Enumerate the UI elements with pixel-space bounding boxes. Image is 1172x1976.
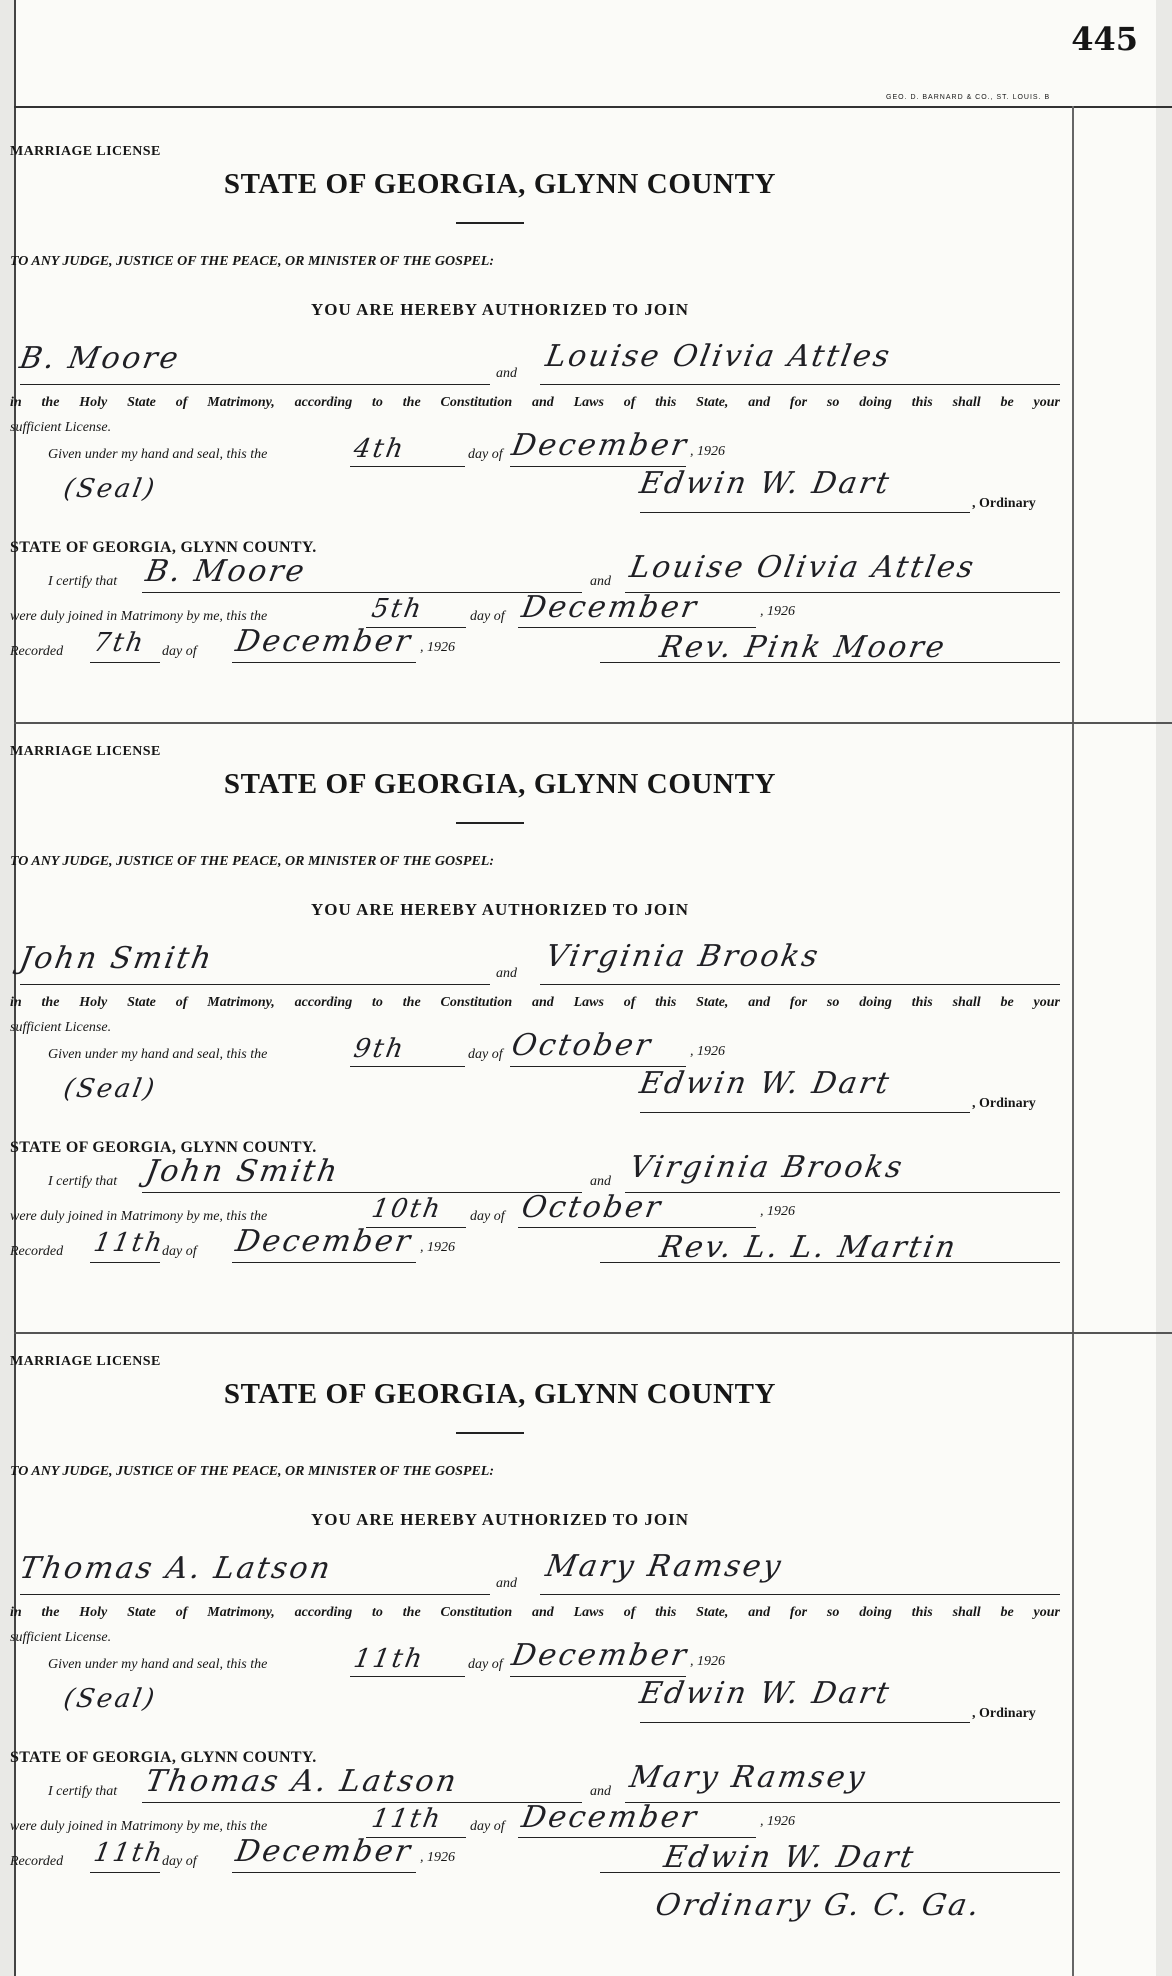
- day-of-label: day of: [468, 1657, 503, 1672]
- recorded-day: 11th: [91, 1838, 167, 1868]
- clause-word: the: [402, 995, 421, 1010]
- ordinary-label: , Ordinary: [972, 1096, 1036, 1111]
- married-day: 11th: [369, 1804, 445, 1834]
- clause-word: this: [911, 395, 933, 410]
- state-heading: STATE OF GEORGIA, GLYNN COUNTY: [223, 768, 777, 800]
- cert-groom-name: B. Moore: [142, 554, 310, 589]
- recorded-year: [420, 640, 455, 656]
- clause-word: in: [10, 1605, 22, 1620]
- clause-word: and: [531, 395, 554, 410]
- license-year: [690, 444, 725, 460]
- ordinary-blank: [640, 1722, 970, 1723]
- seal-mark: (Seal): [61, 1684, 159, 1714]
- certify-label: I certify that: [48, 1174, 118, 1189]
- heading-divider: [456, 1432, 524, 1434]
- heading-divider: [456, 222, 524, 224]
- recorded-month: December: [232, 1834, 416, 1869]
- clause-word: and: [748, 1605, 771, 1620]
- recorded-year: [420, 1240, 455, 1256]
- officiant-block: [656, 624, 951, 672]
- clause-word: Laws: [573, 395, 604, 410]
- ordinary-blank: [640, 512, 970, 513]
- bride-name: Mary Ramsey: [542, 1549, 786, 1584]
- and-label: and: [496, 966, 517, 981]
- clause-word: and: [748, 995, 771, 1010]
- recorded-month: December: [232, 624, 416, 659]
- year-prefix: , 19: [760, 1204, 781, 1219]
- clause-word: so: [826, 395, 840, 410]
- married-year-digits: 26: [781, 1814, 795, 1829]
- groom-blank: [20, 984, 490, 985]
- clause-word: to: [372, 395, 383, 410]
- married-year: [760, 1204, 795, 1220]
- clause-word: doing: [859, 395, 892, 410]
- joined-label: were duly joined in Matrimony by me, this the: [10, 1209, 268, 1224]
- and-label: and: [496, 1576, 517, 1591]
- clause-word: according: [294, 995, 353, 1010]
- clause-word: in: [10, 995, 22, 1010]
- address-line: TO ANY JUDGE, JUSTICE OF THE PEACE, OR MINISTER OF THE GOSPEL:: [10, 1464, 494, 1479]
- clause-word: this: [655, 395, 677, 410]
- license-day: 11th: [351, 1644, 427, 1674]
- and-label: and: [590, 574, 611, 589]
- clause-word: be: [1000, 1605, 1014, 1620]
- record-divider: [14, 722, 1172, 724]
- seal-mark: (Seal): [61, 1074, 159, 1104]
- recorded-year-digits: 26: [441, 640, 455, 655]
- and-label: and: [590, 1174, 611, 1189]
- page-number: 445: [1071, 20, 1138, 58]
- ordinary-label: , Ordinary: [972, 1706, 1036, 1721]
- cert-groom-name: John Smith: [142, 1154, 343, 1189]
- license-month: December: [508, 1638, 692, 1673]
- day-of-label: day of: [468, 1047, 503, 1062]
- year-prefix: , 19: [760, 604, 781, 619]
- heading-divider: [456, 822, 524, 824]
- clause-word: State,: [696, 395, 729, 410]
- license-day: 9th: [351, 1034, 408, 1064]
- clause-word: and: [531, 1605, 554, 1620]
- groom-name: John Smith: [16, 941, 217, 976]
- license-year-digits: 26: [711, 1044, 725, 1059]
- cert-groom-blank: [142, 592, 582, 593]
- marriage-license-label: MARRIAGE LICENSE: [10, 1354, 161, 1369]
- clause-word: of: [175, 395, 188, 410]
- day-of-label: day of: [162, 644, 197, 659]
- cert-bride-name: Mary Ramsey: [626, 1760, 870, 1795]
- clause-word: for: [789, 995, 808, 1010]
- bride-blank: [540, 984, 1060, 985]
- sufficient-license: sufficient License.: [10, 1020, 112, 1035]
- clause-word: State: [127, 395, 156, 410]
- clause-word: so: [826, 995, 840, 1010]
- clause-word: the: [41, 1605, 60, 1620]
- certify-heading: STATE OF GEORGIA, GLYNN COUNTY.: [10, 1749, 317, 1766]
- recorded-day-blank: [90, 662, 160, 663]
- recorded-day-blank: [90, 1262, 160, 1263]
- bride-name: Louise Olivia Attles: [542, 339, 895, 374]
- bride-name: Virginia Brooks: [542, 939, 823, 974]
- recorded-day-blank: [90, 1872, 160, 1873]
- license-day: 4th: [351, 434, 408, 464]
- clause-word: this: [655, 995, 677, 1010]
- year-prefix: , 19: [690, 1654, 711, 1669]
- officiant-title: Ordinary G. C. Ga.: [652, 1888, 985, 1923]
- license-year-digits: 26: [711, 1654, 725, 1669]
- day-of-label: day of: [162, 1854, 197, 1869]
- clause-word: in: [10, 395, 22, 410]
- recorded-day: 7th: [91, 628, 148, 658]
- ordinary-signature: Edwin W. Dart: [636, 1066, 894, 1101]
- record-divider: [14, 1332, 1172, 1334]
- clause-word: and: [531, 995, 554, 1010]
- matrimony-clause: [10, 995, 1060, 1011]
- license-day-blank: [350, 1676, 465, 1677]
- given-under-hand: Given under my hand and seal, this the: [48, 1657, 268, 1672]
- officiant-signature: Rev. Pink Moore: [657, 630, 950, 665]
- clause-word: the: [41, 395, 60, 410]
- married-month: December: [518, 1800, 702, 1835]
- groom-blank: [20, 1594, 490, 1595]
- clause-word: this: [911, 1605, 933, 1620]
- clause-word: to: [372, 1605, 383, 1620]
- recorded-month-blank: [232, 662, 416, 663]
- married-day: 5th: [369, 594, 426, 624]
- day-of-label: day of: [162, 1244, 197, 1259]
- clause-word: the: [402, 395, 421, 410]
- clause-word: Constitution: [440, 395, 513, 410]
- clause-word: according: [294, 395, 353, 410]
- clause-word: Laws: [573, 995, 604, 1010]
- groom-name: B. Moore: [16, 341, 184, 376]
- recorded-month: December: [232, 1224, 416, 1259]
- license-month: December: [508, 428, 692, 463]
- license-year: [690, 1654, 725, 1670]
- given-under-hand: Given under my hand and seal, this the: [48, 447, 268, 462]
- year-prefix: , 19: [420, 640, 441, 655]
- day-of-label: day of: [470, 1819, 505, 1834]
- license-day-blank: [350, 1066, 465, 1067]
- joined-label: were duly joined in Matrimony by me, this the: [10, 609, 268, 624]
- clause-word: State: [127, 995, 156, 1010]
- clause-word: and: [748, 395, 771, 410]
- clause-word: State,: [696, 1605, 729, 1620]
- groom-name: Thomas A. Latson: [16, 1551, 336, 1586]
- clause-word: Matrimony,: [207, 1605, 275, 1620]
- clause-word: for: [789, 1605, 808, 1620]
- page-top-rule: [14, 106, 1172, 108]
- certify-label: I certify that: [48, 1784, 118, 1799]
- ordinary-blank: [640, 1112, 970, 1113]
- clause-word: the: [41, 995, 60, 1010]
- year-prefix: , 19: [690, 1044, 711, 1059]
- address-line: TO ANY JUDGE, JUSTICE OF THE PEACE, OR MINISTER OF THE GOSPEL:: [10, 854, 494, 869]
- and-label: and: [590, 1784, 611, 1799]
- certify-label: I certify that: [48, 574, 118, 589]
- clause-word: this: [655, 1605, 677, 1620]
- clause-word: shall: [952, 1605, 981, 1620]
- clause-word: according: [294, 1605, 353, 1620]
- license-month: October: [508, 1028, 656, 1063]
- cert-bride-name: Louise Olivia Attles: [626, 550, 979, 585]
- clause-word: the: [402, 1605, 421, 1620]
- certify-heading: STATE OF GEORGIA, GLYNN COUNTY.: [10, 539, 317, 556]
- clause-word: Laws: [573, 1605, 604, 1620]
- clause-word: of: [623, 995, 636, 1010]
- clause-word: of: [623, 395, 636, 410]
- marriage-record-1: [0, 144, 1100, 744]
- clause-word: State,: [696, 995, 729, 1010]
- and-label: and: [496, 366, 517, 381]
- year-prefix: , 19: [760, 1814, 781, 1829]
- clause-word: your: [1033, 1605, 1060, 1620]
- license-year-digits: 26: [711, 444, 725, 459]
- clause-word: of: [175, 1605, 188, 1620]
- clause-word: this: [911, 995, 933, 1010]
- officiant-signature: Edwin W. Dart: [661, 1840, 919, 1875]
- clause-word: doing: [859, 995, 892, 1010]
- authorization-line: YOU ARE HEREBY AUTHORIZED TO JOIN: [311, 900, 689, 919]
- marriage-license-label: MARRIAGE LICENSE: [10, 744, 161, 759]
- cert-bride-name: Virginia Brooks: [626, 1150, 907, 1185]
- clause-word: doing: [859, 1605, 892, 1620]
- year-prefix: , 19: [690, 444, 711, 459]
- clause-word: Constitution: [440, 1605, 513, 1620]
- recorded-month-blank: [232, 1262, 416, 1263]
- married-year-digits: 26: [781, 1204, 795, 1219]
- recorded-day: 11th: [91, 1228, 167, 1258]
- matrimony-clause: [10, 395, 1060, 411]
- officiant-signature: Rev. L. L. Martin: [657, 1230, 961, 1265]
- seal-mark: (Seal): [61, 474, 159, 504]
- officiant-block: [652, 1834, 994, 1930]
- cert-groom-blank: [142, 1192, 582, 1193]
- clause-word: so: [826, 1605, 840, 1620]
- day-of-label: day of: [470, 609, 505, 624]
- married-month: October: [518, 1190, 666, 1225]
- sufficient-license: sufficient License.: [10, 420, 112, 435]
- license-day-blank: [350, 466, 465, 467]
- recorded-month-blank: [232, 1872, 416, 1873]
- clause-word: your: [1033, 995, 1060, 1010]
- day-of-label: day of: [470, 1209, 505, 1224]
- cert-groom-blank: [142, 1802, 582, 1803]
- clause-word: Holy: [79, 995, 108, 1010]
- clause-word: for: [789, 395, 808, 410]
- state-heading: STATE OF GEORGIA, GLYNN COUNTY: [223, 1378, 777, 1410]
- clause-word: to: [372, 995, 383, 1010]
- marriage-license-label: MARRIAGE LICENSE: [10, 144, 161, 159]
- clause-word: Holy: [79, 1605, 108, 1620]
- married-year-digits: 26: [781, 604, 795, 619]
- clause-word: State: [127, 1605, 156, 1620]
- clause-word: of: [175, 995, 188, 1010]
- married-month: December: [518, 590, 702, 625]
- clause-word: of: [623, 1605, 636, 1620]
- clause-word: Holy: [79, 395, 108, 410]
- ordinary-label: , Ordinary: [972, 496, 1036, 511]
- sufficient-license: sufficient License.: [10, 1630, 112, 1645]
- clause-word: shall: [952, 995, 981, 1010]
- recorded-year-digits: 26: [441, 1240, 455, 1255]
- day-of-label: day of: [468, 447, 503, 462]
- authorization-line: YOU ARE HEREBY AUTHORIZED TO JOIN: [311, 1510, 689, 1529]
- clause-word: be: [1000, 395, 1014, 410]
- cert-groom-name: Thomas A. Latson: [142, 1764, 462, 1799]
- license-year: [690, 1044, 725, 1060]
- recorded-label: Recorded: [10, 644, 64, 659]
- state-heading: STATE OF GEORGIA, GLYNN COUNTY: [223, 168, 777, 200]
- marriage-record-2: [0, 744, 1100, 1344]
- recorded-year: [420, 1850, 455, 1866]
- cert-bride-blank: [625, 1192, 1060, 1193]
- authorization-line: YOU ARE HEREBY AUTHORIZED TO JOIN: [311, 300, 689, 319]
- married-day: 10th: [369, 1194, 445, 1224]
- recorded-year-digits: 26: [441, 1850, 455, 1865]
- clause-word: Matrimony,: [207, 995, 275, 1010]
- ordinary-signature: Edwin W. Dart: [636, 1676, 894, 1711]
- bride-blank: [540, 384, 1060, 385]
- year-prefix: , 19: [420, 1850, 441, 1865]
- groom-blank: [20, 384, 490, 385]
- recorded-label: Recorded: [10, 1854, 64, 1869]
- married-year: [760, 604, 795, 620]
- clause-word: Matrimony,: [207, 395, 275, 410]
- matrimony-clause: [10, 1605, 1060, 1621]
- year-prefix: , 19: [420, 1240, 441, 1255]
- marriage-record-3: [0, 1354, 1100, 1954]
- recorded-label: Recorded: [10, 1244, 64, 1259]
- bride-blank: [540, 1594, 1060, 1595]
- officiant-block: [656, 1224, 962, 1272]
- clause-word: Constitution: [440, 995, 513, 1010]
- clause-word: be: [1000, 995, 1014, 1010]
- clause-word: your: [1033, 395, 1060, 410]
- ordinary-signature: Edwin W. Dart: [636, 466, 894, 501]
- address-line: TO ANY JUDGE, JUSTICE OF THE PEACE, OR MINISTER OF THE GOSPEL:: [10, 254, 494, 269]
- joined-label: were duly joined in Matrimony by me, this the: [10, 1819, 268, 1834]
- printer-imprint: GEO. D. BARNARD & CO., ST. LOUIS. B: [886, 94, 1051, 101]
- given-under-hand: Given under my hand and seal, this the: [48, 1047, 268, 1062]
- married-year: [760, 1814, 795, 1830]
- clause-word: shall: [952, 395, 981, 410]
- certify-heading: STATE OF GEORGIA, GLYNN COUNTY.: [10, 1139, 317, 1156]
